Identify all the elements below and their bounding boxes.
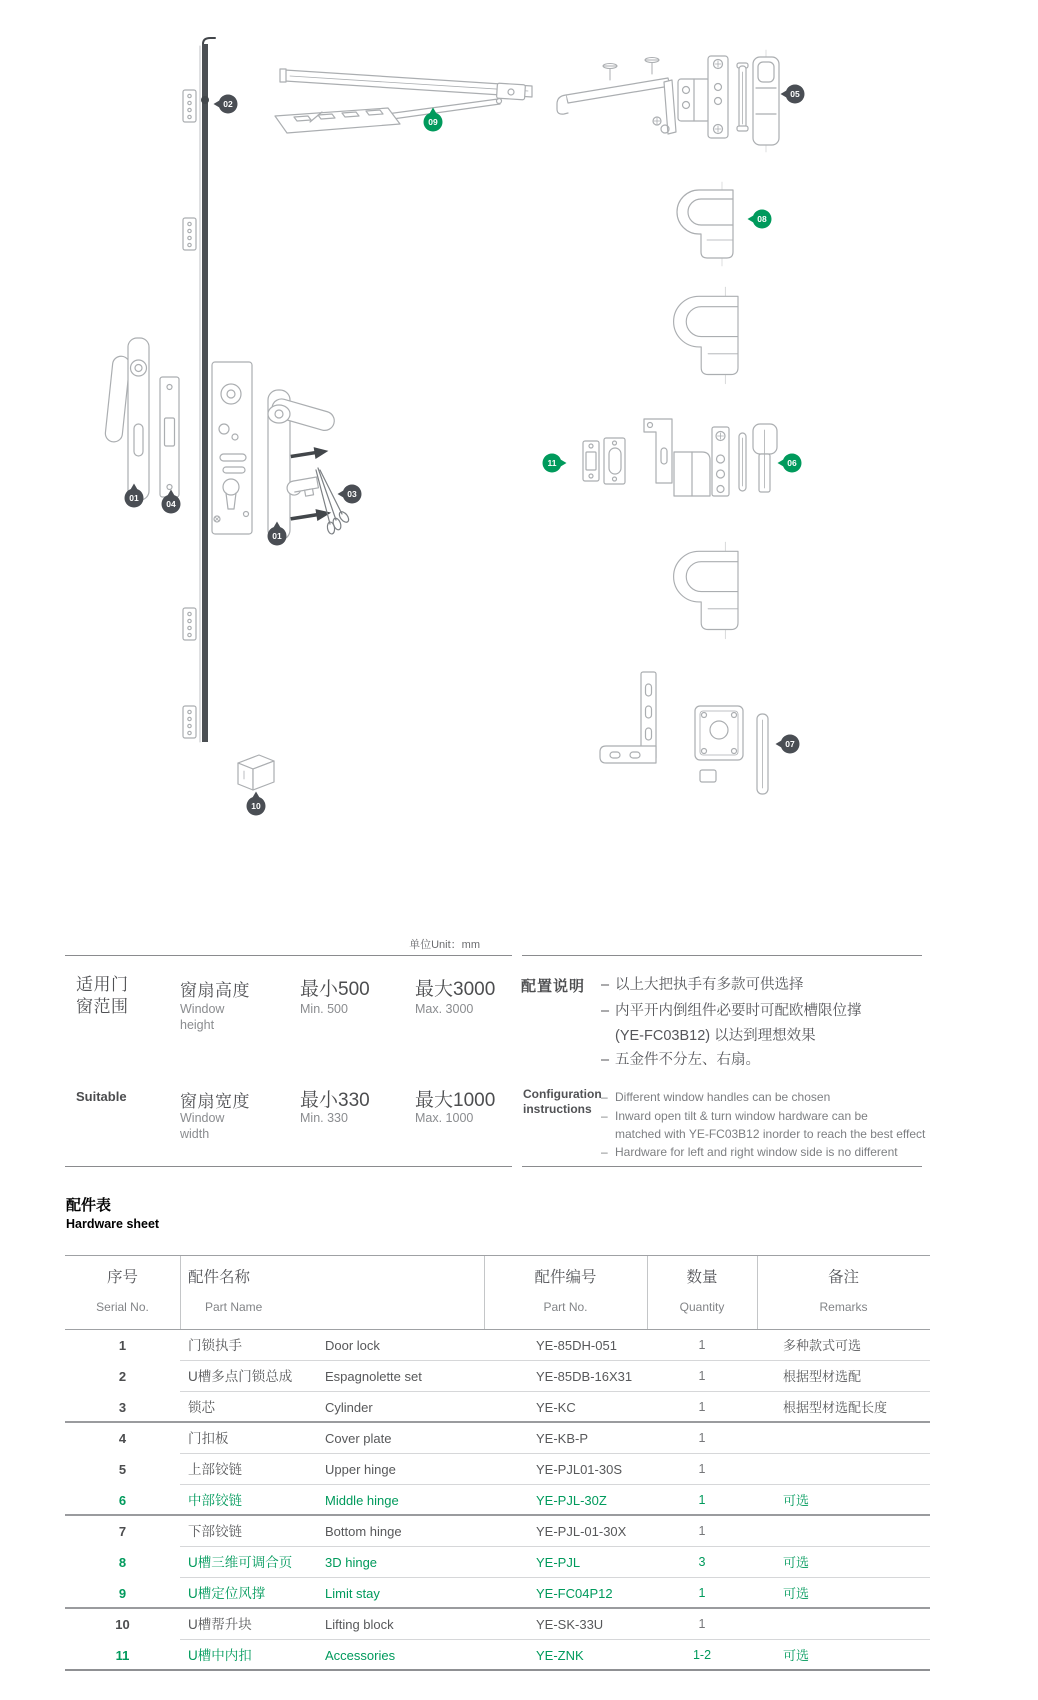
row-part-no: YE-85DB-16X31 [536,1369,633,1384]
row-part-name-en: Espagnolette set [325,1369,422,1384]
hardware-sheet-title-cn: 配件表 [66,1197,112,1214]
row-serial: 9 [118,1586,127,1601]
row-serial: 5 [118,1462,127,1477]
row-remarks: 可选 [783,1648,810,1663]
row-quantity: 3 [698,1555,706,1569]
row-part-name-en: Lifting block [325,1617,394,1632]
door-lock-drawing [105,338,351,540]
row-part-name-en: Middle hinge [325,1493,399,1508]
col-serial-en: Serial No. [96,1300,149,1314]
row-part-name-cn: 上部铰链 [188,1462,242,1477]
window-height-label-cn: 窗扇高度 [180,981,250,1000]
width-min-cn: 最小330 [300,1090,370,1111]
badge-pointer-icon [778,460,784,466]
row-remarks: 可选 [783,1555,810,1570]
badge-pointer-icon [338,491,344,497]
badge-pointer-icon [776,741,782,747]
row-remarks: 可选 [783,1586,810,1601]
row-quantity: 1 [698,1617,706,1631]
svg-text:03: 03 [347,489,357,499]
row-part-name-en: Limit stay [325,1586,380,1601]
row-remarks: 根据型材选配 [783,1369,862,1384]
row-part-name-cn: U槽多点门锁总成 [188,1369,293,1384]
row-part-name-cn: U槽帮升块 [188,1617,252,1632]
spec-rule-top-left [65,955,512,956]
col-qty-en: Quantity [679,1300,725,1314]
hardware-row-8 [65,1547,930,1578]
hardware-row-3 [65,1392,930,1423]
part-badge-09 [424,108,443,132]
row-part-name-cn: U槽定位风撑 [188,1586,266,1601]
config-item-en-2: – Inward open tilt & turn window hardware can be matched with YE-FC03B12 inorder to reach the best effect [601,1109,926,1141]
hardware-row-4 [65,1423,930,1454]
row-quantity: 1 [698,1524,706,1538]
svg-text:05: 05 [790,89,800,99]
hardware-row-2 [65,1361,930,1392]
row-part-name-en: Accessories [325,1648,396,1663]
cylinder-drawing [286,477,319,499]
row-serial: 4 [118,1431,127,1446]
friction-stay-drawing [275,69,532,133]
width-min-en: Min. 330 [300,1111,348,1125]
middle-hinge-drawing [644,419,777,496]
height-max-cn: 最大3000 [415,979,496,1000]
hardware-sheet-table [65,1255,930,1671]
hardware-row-6 [65,1485,930,1516]
keys-drawing [316,468,350,535]
part-badge-08 [748,210,772,229]
row-quantity: 1 [698,1462,706,1476]
config-item-cn-2: – 内平开内倒组件必要时可配欧槽限位撑 (YE-FC03B12) 以达到理想效果 [601,1003,862,1044]
row-part-no: YE-ZNK [536,1648,584,1663]
part-badge-11 [543,454,567,473]
config-item-cn-3: – 五金件不分左、右扇。 [601,1052,760,1068]
badge-pointer-icon [561,460,567,466]
row-part-no: YE-KB-P [536,1431,589,1446]
width-max-en: Max. 1000 [415,1111,474,1125]
row-part-name-en: 3D hinge [325,1555,378,1570]
svg-text:01: 01 [272,531,282,541]
row-serial: 1 [118,1338,127,1353]
hardware-row-7 [65,1516,930,1547]
svg-text:08: 08 [757,214,767,224]
height-max-en: Max. 3000 [415,1002,474,1016]
row-part-no: YE-PJL01-30S [536,1462,622,1477]
hardware-sheet-title-en: Hardware sheet [66,1217,160,1231]
row-part-no: YE-PJL [536,1555,581,1570]
row-part-no: YE-PJL-01-30X [536,1524,627,1539]
part-badge-06 [778,454,802,473]
config-item-en-3: – Hardware for left and right window side is no different [601,1145,898,1159]
svg-text:06: 06 [787,458,797,468]
bottom-corner-drive-drawing [600,672,768,794]
col-remarks-en: Remarks [819,1300,868,1314]
width-max-cn: 最大1000 [415,1090,496,1111]
hardware-row-9 [65,1578,930,1609]
row-part-no: YE-85DH-051 [536,1338,617,1353]
row-part-no: YE-FC04P12 [536,1586,613,1601]
badge-pointer-icon [748,216,754,222]
config-item-cn-1: – 以上大把执手有多款可供选择 [601,977,804,993]
hinge-cover-drawing-3 [674,542,738,639]
spec-rule-bottom-right [522,1166,922,1167]
header-divider [180,1256,181,1329]
svg-text:09: 09 [428,117,438,127]
row-part-name-en: Upper hinge [325,1462,396,1477]
corner-hinge-drawing [557,50,779,152]
part-badge-02 [214,95,238,114]
suitable-range-label-cn: 适用门 窗范围 [76,975,129,1016]
svg-text:02: 02 [223,99,233,109]
row-part-no: YE-KC [536,1400,576,1415]
row-serial: 11 [115,1648,130,1663]
row-quantity: 1 [698,1369,706,1383]
badge-pointer-icon [214,101,220,107]
hinge-cover-drawing-2 [674,287,738,384]
height-min-en: Min. 500 [300,1002,348,1016]
row-quantity: 1 [698,1400,706,1414]
hardware-row-5 [65,1454,930,1485]
row-part-name-en: Cover plate [325,1431,392,1446]
row-part-name-en: Door lock [325,1338,380,1353]
row-serial: 8 [118,1555,127,1570]
col-partno-cn: 配件编号 [534,1269,597,1286]
row-part-name-cn: U槽中内扣 [188,1648,252,1663]
window-height-label-en: Window height [180,1002,225,1032]
svg-text:04: 04 [166,499,176,509]
row-quantity: 1 [698,1586,706,1600]
hardware-sheet-header [65,1255,930,1330]
row-serial: 10 [115,1617,130,1632]
row-serial: 2 [118,1369,127,1384]
svg-text:10: 10 [251,801,261,811]
part-badge-03 [338,485,362,504]
row-serial: 6 [118,1493,127,1508]
row-part-no: YE-SK-33U [536,1617,604,1632]
units-note: 单位Unit：mm [409,939,480,951]
spec-rule-bottom-left [65,1166,512,1167]
col-serial-cn: 序号 [106,1269,138,1286]
lifting-block-drawing [238,755,274,790]
part-badge-05 [781,85,805,104]
col-name-en: Part Name [205,1300,263,1314]
row-part-name-cn: 中部铰链 [188,1493,242,1508]
badge-pointer-icon [781,91,787,97]
keeper-clips [183,90,196,738]
col-name-cn: 配件名称 [188,1269,251,1286]
row-part-name-en: Bottom hinge [325,1524,402,1539]
config-label-en: Configuration instructions [523,1087,602,1116]
row-part-name-cn: 门锁执手 [188,1338,242,1353]
row-part-name-cn: U槽三维可调合页 [188,1555,293,1570]
badge-pointer-icon [253,792,259,798]
espagnolette-bar-drawing [183,38,215,742]
row-part-no: YE-PJL-30Z [536,1493,607,1508]
config-item-en-1: – Different window handles can be chosen [601,1090,831,1104]
hardware-row-11 [65,1640,930,1671]
row-quantity: 1 [698,1338,706,1352]
svg-text:07: 07 [785,739,795,749]
row-quantity: 1 [698,1493,706,1507]
row-part-name-en: Cylinder [325,1400,373,1415]
row-quantity: 1-2 [692,1648,712,1662]
row-remarks: 多种款式可选 [783,1338,862,1353]
window-width-label-en: Window width [180,1111,225,1141]
hardware-sheet-rows [65,1330,930,1671]
row-remarks: 根据型材选配长度 [783,1400,888,1415]
row-part-name-cn: 门扣板 [188,1431,229,1446]
config-label-cn: 配置说明 [521,978,586,995]
part-badge-10 [247,792,266,816]
svg-text:11: 11 [547,458,557,468]
window-width-label-cn: 窗扇宽度 [180,1092,250,1111]
row-part-name-cn: 锁芯 [188,1400,215,1415]
suitable-range-label-en: Suitable [76,1089,127,1104]
col-qty-cn: 数量 [686,1269,718,1286]
striker-keeps-drawing [583,438,625,484]
row-remarks: 可选 [783,1493,810,1508]
height-min-cn: 最小500 [300,979,370,1000]
col-partno-en: Part No. [543,1300,588,1314]
row-serial: 3 [118,1400,127,1415]
hinge-cover-drawing-1 [677,182,733,266]
hardware-row-1 [65,1330,930,1361]
row-serial: 7 [118,1524,127,1539]
col-remarks-cn: 备注 [827,1269,859,1286]
svg-text:01: 01 [129,493,139,503]
row-quantity: 1 [698,1431,706,1445]
hardware-row-10 [65,1609,930,1640]
row-part-name-cn: 下部铰链 [188,1524,242,1539]
part-badge-07 [776,735,800,754]
spec-rule-top-right [522,955,922,956]
